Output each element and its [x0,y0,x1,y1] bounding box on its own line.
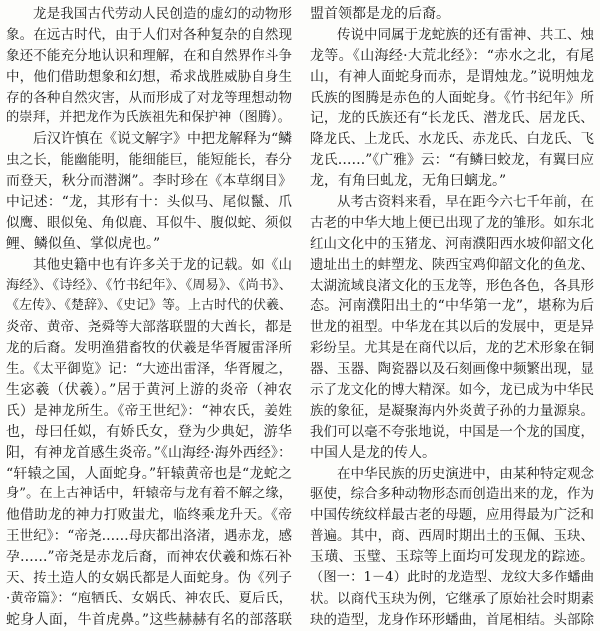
text-line: 后汉许慎在《说文解字》中把龙解释为“鳞 [33,131,292,148]
text-line: 虫之长，能幽能明，能细能巨，能短能长，春分 [6,152,292,169]
text-line: 遗址出土的蚌塑龙、陕西宝鸡仰韶文化的鱼龙、 [310,256,594,273]
text-line: 氏）是神龙所生。《帝王世纪》：“神农氏，姜姓 [6,402,292,419]
text-line: 存的各种自然灾害，从而形成了对龙等理想动物 [6,89,292,106]
text-line: 天、抟土造人的女娲氏都是人面蛇身。伪《列子 [6,570,292,587]
text-line: 也，母曰任姒，有娇氏女，登为少典妃，游华 [6,423,292,440]
text-line: 蛇身人面，牛首虎鼻。”这些赫赫有名的部落联 [6,611,292,628]
text-line: 龙，有角曰虬龙，无角曰螭龙。” [310,173,507,190]
text-line: 龙氏……”《广雅》云：“有鳞曰蛟龙，有翼曰应 [310,152,594,169]
text-line: 态。河南濮阳出土的“中华第一龙”，堪称为后 [310,298,594,315]
text-line: 似鹰、眼似兔、角似鹿、耳似牛、腹似蛇、须似 [6,214,292,231]
text-line: 中，他们借助想象和幻想，希求战胜威胁自身生 [6,68,292,85]
text-line: 中国人是龙的传人。 [310,444,436,461]
text-line: 中记述：“龙，其形有十：头似马、尾似鬣、爪 [6,194,292,211]
text-line: 盟首领都是龙的后裔。 [310,6,450,22]
text-line: 族的象征，是凝聚海内外炎黄子孙的力量源泉。 [310,402,594,419]
text-line: （图一：1－4）此时的龙造型、龙纹大多作蟠曲 [310,570,594,586]
text-line: 示了龙文化的博大精深。如今，龙已成为中华民 [310,382,594,399]
text-line: 从考古资料来看，早在距今六七千年前，在 [337,194,594,211]
text-line: 其他史籍中也有许多关于龙的记载。如《山 [33,256,292,273]
text-line: 《左传》、《楚辞》、《史记》等。上古时代的伏羲、 [6,298,292,314]
text-line: 炎帝、黄帝、尧舜等大部落联盟的大酋长，都是 [6,319,292,336]
text-line: 器、玉器、陶瓷器以及石刻画像中频繁出现，显 [310,361,594,378]
text-line: ·黄帝篇》：“庖牺氏、女娲氏、神农氏、夏后氏， [6,590,292,606]
text-line: 龙是我国古代劳动人民创造的虚幻的动物形 [33,6,292,22]
text-line: 他借助龙的神力打败蚩尤，临终乘龙升天。《帝 [6,507,292,524]
text-line: 红山文化中的玉猪龙、河南濮阳西水坡仰韶文化 [310,235,594,252]
text-line: 普遍。其中，商、西周时期出土的玉佩、玉玦、 [310,528,594,545]
text-line: 王世纪》：“帝尧……母庆都出洛渚，遇赤龙，感 [6,528,292,545]
text-line: 在中华民族的历史演进中，由某种特定观念 [337,465,594,482]
text-line: 中国传统纹样最古老的母题，应用得最为广泛和 [310,507,594,524]
text-line: 的崇拜，并把龙作为氏族祖先和保护神（图腾）。 [6,110,291,126]
text-line: 玦的造型，龙身作环形蟠曲，首尾相结。头部除 [310,611,594,628]
text-line: 海经》、《诗经》、《竹书纪年》、《周易》、《尚书》、 [6,277,292,293]
text-line: 龙的后裔。发明渔猎畜牧的伏羲是华胥履雷泽所 [6,340,292,357]
text-line: 降龙氏、上龙氏、水龙氏、赤龙氏、白龙氏、飞 [310,131,594,148]
text-line: 传说中同属于龙蛇族的还有雷神、共工、烛 [337,26,594,43]
text-line: 太湖流域良渚文化的玉龙等，形色各色，各具形 [310,277,594,294]
text-line: 世龙的祖型。中华龙在其以后的发展中，更是异 [310,319,594,336]
text-line: 生。《太平御览》记：“大迹出雷泽，华胥履之， [6,361,292,378]
text-line: 山，有神人面蛇身而赤，是谓烛龙。”说明烛龙 [310,68,594,85]
text-line: 彩纷呈。尤其是在商代以后，龙的艺术形象在铜 [310,340,594,357]
text-line: 记，龙的氏族还有“长龙氏、潜龙氏、居龙氏、 [310,110,594,127]
text-line: 龙等。《山海经·大荒北经》：“赤水之北，有尾 [310,47,594,64]
text-line: 氏族的图腾是赤色的人面蛇身。《竹书纪年》所 [310,89,594,106]
text-line: 阳，有神龙首感生炎帝。”《山海经·海外西经》： [6,444,292,461]
text-line: 而登天，秋分而潜渊”。李时珍在《本草纲目》 [6,173,292,190]
right-text-column [310,4,594,631]
text-line: 鲤、鳞似鱼、掌似虎也。” [6,235,161,252]
text-line: 我们可以毫不夸张地说，中国是一个龙的国度， [310,423,594,440]
text-line: 身”。在上古神话中，轩辕帝与龙有着不解之缘， [6,486,292,502]
text-line: 状。以商代玉玦为例，它继承了原始社会时期素 [310,590,594,607]
left-text-column [6,4,292,631]
text-line: 驱使，综合多种动物形态而创造出来的龙，作为 [310,486,594,503]
text-line: 玉璜、玉璧、玉琮等上面均可发现龙的踪迹。 [310,549,594,566]
text-line: 象还不能充分地认识和理解，在和自然界作斗争 [6,47,292,64]
text-line: 孕……”帝尧是赤龙后裔，而神农伏羲和炼石补 [6,549,292,566]
text-line: 生宓羲（伏羲）。”居于黄河上游的炎帝（神农 [6,382,292,399]
text-line: 象。在远古时代，由于人们对各种复杂的自然现 [6,26,292,43]
text-line: “轩辕之国，人面蛇身。”轩辕黄帝也是“龙蛇之 [6,465,292,482]
text-line: 古老的中华大地上便已出现了龙的雏形。如东北 [310,214,594,231]
